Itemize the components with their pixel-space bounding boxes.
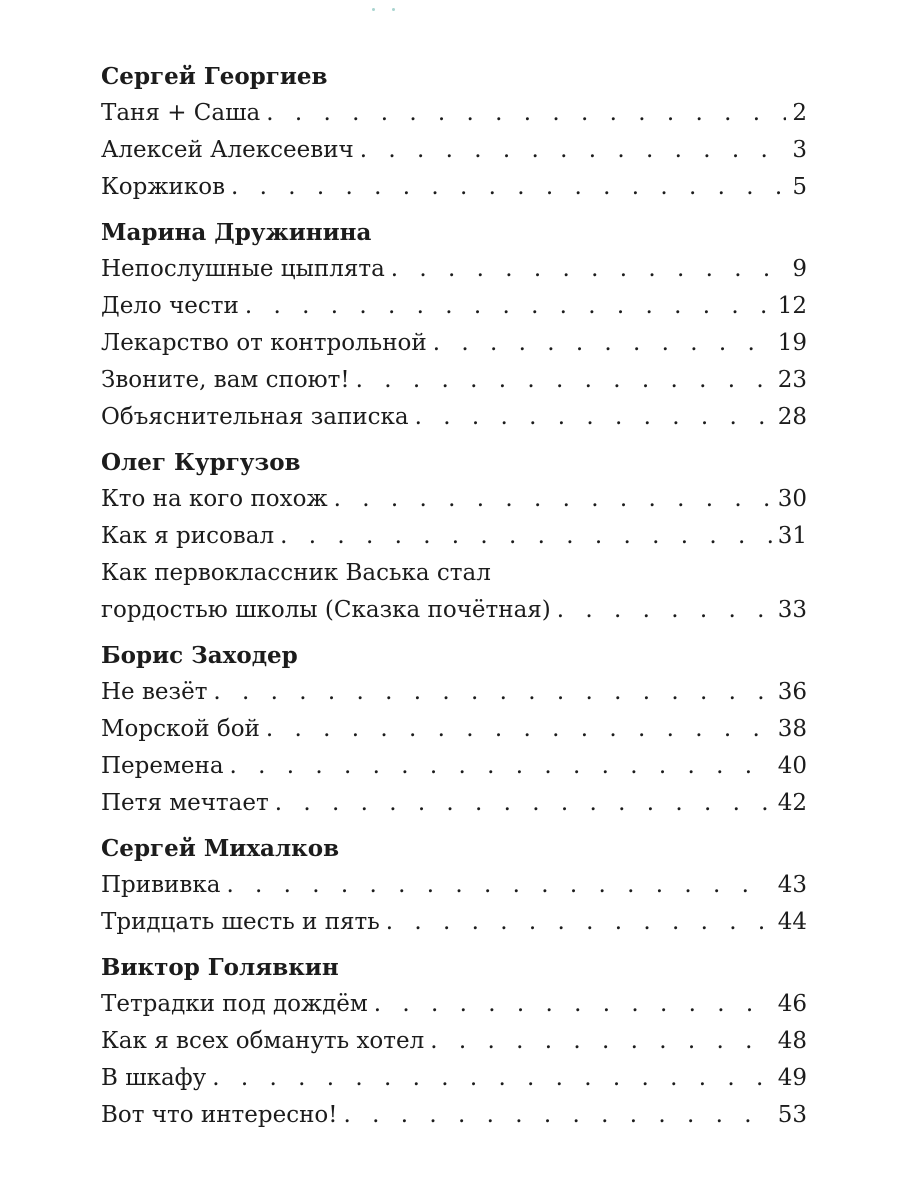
entry-title: Вот что интересно! — [101, 1102, 338, 1128]
toc-entry — [101, 288, 807, 325]
toc-entry — [101, 986, 807, 1023]
entry-title: Петя мечтает — [101, 790, 269, 816]
table-of-contents — [101, 58, 807, 1134]
entry-title: Дело чести — [101, 293, 239, 319]
dot-leader — [386, 904, 772, 941]
entry-title: Морской бой — [101, 716, 260, 742]
toc-entry — [101, 481, 807, 518]
toc-section — [101, 444, 807, 629]
toc-entry — [101, 251, 807, 288]
toc-entry — [101, 1023, 807, 1060]
toc-entry — [101, 1097, 807, 1134]
dot-leader — [391, 251, 787, 288]
dot-leader — [430, 1023, 771, 1060]
entry-page-number: 43 — [777, 872, 807, 898]
print-speck — [372, 8, 375, 11]
entry-title: Алексей Алексеевич — [101, 137, 354, 163]
dot-leader — [212, 1060, 772, 1097]
dot-leader — [226, 867, 771, 904]
dot-leader — [415, 399, 772, 436]
entry-page-number: 19 — [777, 330, 807, 356]
entry-page-number: 28 — [777, 404, 807, 430]
entry-title: Как я рисовал — [101, 523, 275, 549]
entry-title: В шкафу — [101, 1065, 207, 1091]
entry-page-number: 40 — [777, 753, 807, 779]
toc-section — [101, 214, 807, 436]
toc-section — [101, 830, 807, 941]
entry-title: Прививка — [101, 872, 221, 898]
dot-leader — [433, 325, 772, 362]
toc-entry — [101, 169, 807, 206]
dot-leader — [360, 132, 787, 169]
toc-entry — [101, 748, 807, 785]
author-name: Виктор Голявкин — [101, 954, 339, 981]
entry-page-number: 12 — [777, 293, 807, 319]
entry-title: Звоните, вам споют! — [101, 367, 350, 393]
dot-leader — [557, 592, 772, 629]
author-name: Борис Заходер — [101, 642, 298, 669]
dot-leader — [266, 711, 772, 748]
toc-entry — [101, 867, 807, 904]
entry-page-number: 42 — [777, 790, 807, 816]
entry-page-number: 3 — [792, 137, 807, 163]
entry-title: Тридцать шесть и пять — [101, 909, 380, 935]
entry-page-number: 33 — [777, 597, 807, 623]
dot-leader — [266, 95, 786, 132]
toc-entry — [101, 555, 807, 629]
toc-section — [101, 637, 807, 822]
entry-title: Коржиков — [101, 174, 226, 200]
dot-leader — [213, 674, 771, 711]
entry-title: Не везёт — [101, 679, 208, 705]
entry-page-number: 2 — [792, 100, 807, 126]
toc-entry — [101, 711, 807, 748]
entry-page-number: 48 — [777, 1028, 807, 1054]
entry-title: Лекарство от контрольной — [101, 330, 427, 356]
author-name: Сергей Михалков — [101, 835, 340, 862]
toc-entry — [101, 399, 807, 436]
print-speck — [392, 8, 395, 11]
dot-leader — [275, 785, 772, 822]
author-name: Сергей Георгиев — [101, 63, 328, 90]
author-name: Марина Дружинина — [101, 219, 372, 246]
toc-entry — [101, 518, 807, 555]
entry-title-line1: Как первоклассник Васька стал — [101, 560, 491, 586]
entry-page-number: 36 — [777, 679, 807, 705]
entry-title: Объяснительная записка — [101, 404, 409, 430]
entry-title: Таня + Саша — [101, 100, 261, 126]
dot-leader — [231, 169, 786, 206]
entry-page-number: 38 — [777, 716, 807, 742]
toc-entry — [101, 325, 807, 362]
dot-leader — [334, 481, 772, 518]
dot-leader — [230, 748, 772, 785]
toc-entry — [101, 132, 807, 169]
entry-title: Перемена — [101, 753, 224, 779]
entry-page-number: 31 — [777, 523, 807, 549]
dot-leader — [344, 1097, 772, 1134]
dot-leader — [280, 518, 772, 555]
entry-page-number: 30 — [777, 486, 807, 512]
entry-title-line2-row — [101, 592, 807, 629]
entry-page-number: 53 — [777, 1102, 807, 1128]
entry-page-number: 23 — [777, 367, 807, 393]
toc-section — [101, 949, 807, 1134]
toc-entry — [101, 362, 807, 399]
author-name: Олег Кургузов — [101, 449, 301, 476]
toc-entry — [101, 785, 807, 822]
toc-entry — [101, 1060, 807, 1097]
entry-page-number: 49 — [777, 1065, 807, 1091]
entry-title: Как я всех обмануть хотел — [101, 1028, 425, 1054]
entry-page-number: 5 — [792, 174, 807, 200]
entry-title: Кто на кого похож — [101, 486, 328, 512]
toc-entry — [101, 674, 807, 711]
dot-leader — [374, 986, 772, 1023]
entry-title: Тетрадки под дождём — [101, 991, 368, 1017]
toc-entry — [101, 904, 807, 941]
dot-leader — [356, 362, 772, 399]
entry-title: Непослушные цыплята — [101, 256, 385, 282]
toc-entry — [101, 95, 807, 132]
entry-title: гордостью школы (Сказка почётная) — [101, 597, 551, 623]
dot-leader — [245, 288, 772, 325]
entry-page-number: 9 — [792, 256, 807, 282]
toc-section — [101, 58, 807, 206]
entry-page-number: 44 — [777, 909, 807, 935]
entry-page-number: 46 — [777, 991, 807, 1017]
